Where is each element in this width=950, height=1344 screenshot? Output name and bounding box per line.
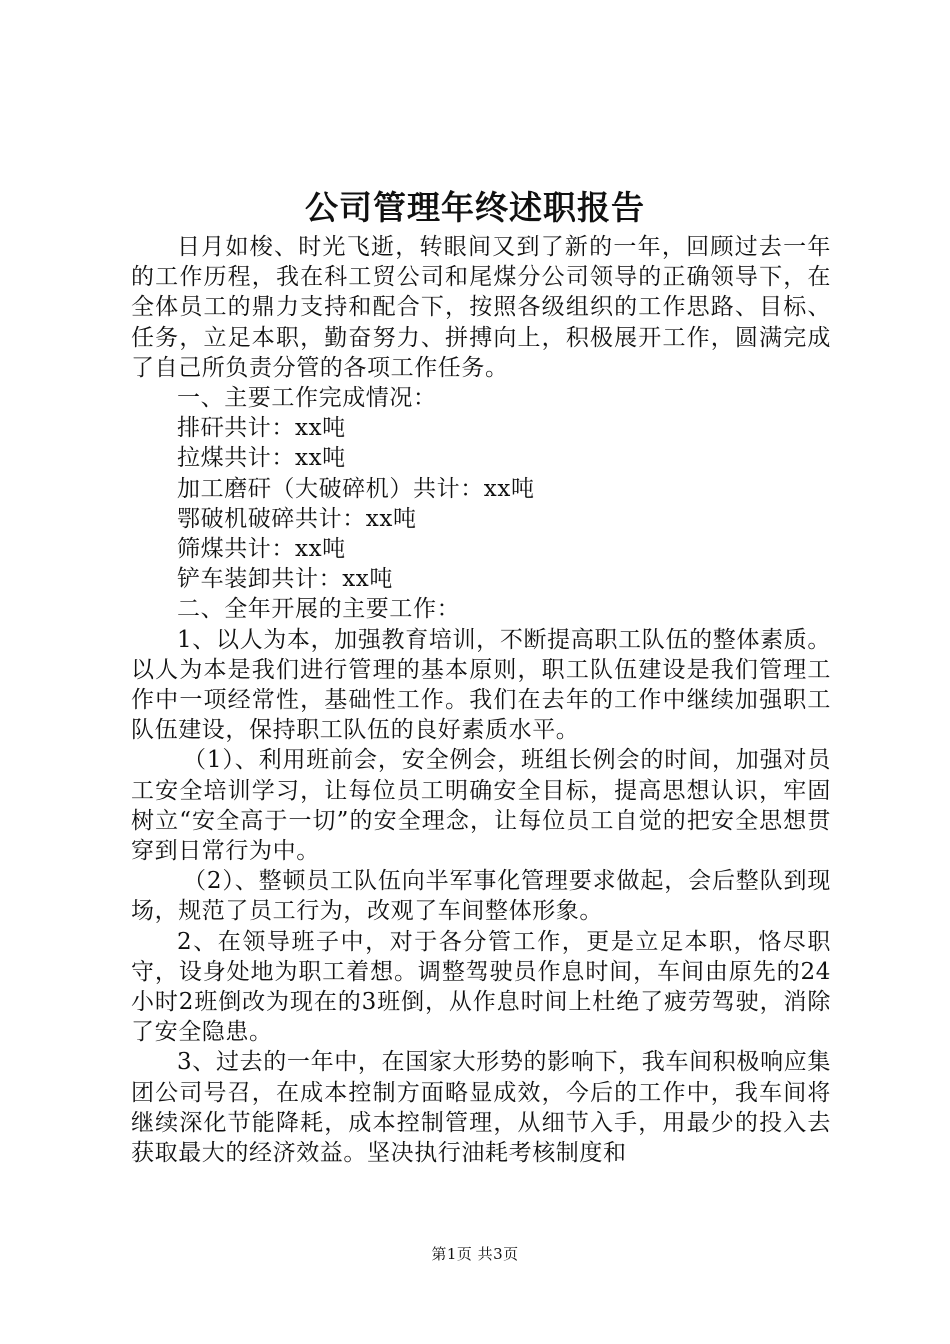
paragraph-point-1: 1、以人为本，加强教育培训，不断提高职工队伍的整体素质。以人为本是我们进行管理的基本原则，职工队伍建设是我们管理工作中一项经常性，基础性工作。我们在去年的工作中继续加强职工队伍建设，保持职工队伍的良好素质水平。 — [131, 626, 831, 744]
paragraph-intro: 日月如梭、时光飞逝，转眼间又到了新的一年，回顾过去一年的工作历程，我在科工贸公司和尾煤分公司领导的正确领导下，在全体员工的鼎力支持和配合下，按照各级组织的工作思路、目标、任务，立足本职，勤奋努力、拼搏向上，积极展开工作，圆满完成了自己所负责分管的各项工作任务。 — [131, 234, 831, 381]
work-item: 加工磨矸（大破碎机）共计：xx吨 — [177, 475, 535, 502]
work-item: 筛煤共计：xx吨 — [177, 536, 346, 563]
page-footer: 第1页 共3页 — [431, 1245, 519, 1263]
paragraph-point-2: 2、在领导班子中，对于各分管工作，更是立足本职，恪尽职守，设身处地为职工着想。调整驾驶员作息时间，车间由原先的24小时2班倒改为现在的3班倒，从作息时间上杜绝了疲劳驾驶，消除了安全隐患。 — [131, 928, 831, 1046]
work-item: 鄂破机破碎共计：xx吨 — [177, 505, 417, 532]
paragraph-subpoint-2: （2）、整顿员工队伍向半军事化管理要求做起，会后整队到现场，规范了员工行为，改观了车间整体形象。 — [131, 868, 831, 925]
section-heading-2: 二、全年开展的主要工作： — [177, 596, 461, 623]
document-body — [131, 232, 831, 1168]
work-item: 排矸共计：xx吨 — [177, 415, 346, 442]
paragraph-subpoint-1: （1）、利用班前会，安全例会，班组长例会的时间，加强对员工安全培训学习，让每位员工明确安全目标，提高思想认识，牢固树立“安全高于一切”的安全理念，让每位员工自觉的把安全思想贯穿到日常行为中。 — [131, 747, 831, 865]
section-heading-1: 一、主要工作完成情况： — [177, 385, 437, 412]
work-item: 拉煤共计：xx吨 — [177, 445, 346, 472]
paragraph-point-3: 3、过去的一年中，在国家大形势的影响下，我车间积极响应集团公司号召，在成本控制方面略显成效，今后的工作中，我车间将继续深化节能降耗，成本控制管理，从细节入手，用最少的投入去获取最大的经济效益。坚决执行油耗考核制度和 — [131, 1049, 831, 1167]
work-item: 铲车装卸共计：xx吨 — [177, 566, 393, 593]
document-title: 公司管理年终述职报告 — [305, 188, 645, 227]
